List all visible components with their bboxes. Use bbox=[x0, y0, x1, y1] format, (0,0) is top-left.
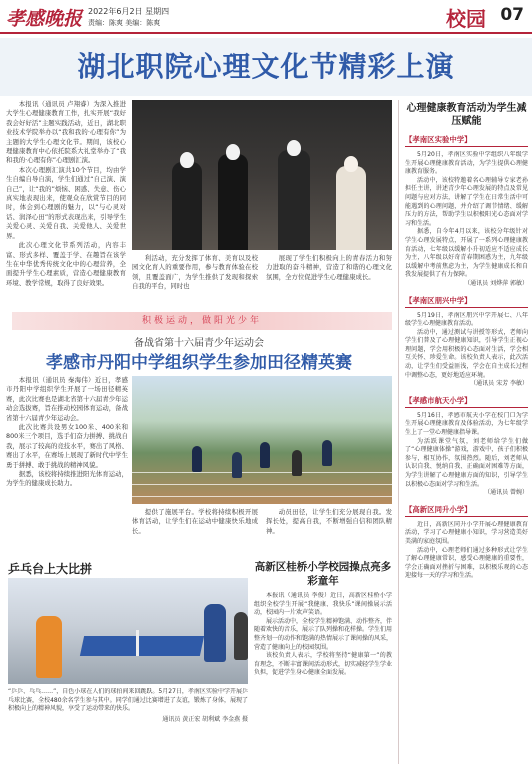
section-paragraph: 活动中，通过测试与讲授等形式，老师向学生们普及了心理健康知识，引导学生正视心理问题，学会用积极的心态面对生活，学会相互关怀、珍爱生命。该校负责人表示，此次活动，让学生们受益匪浅，学会在自主成长过程中调整心态，更好地适应环境。 bbox=[405, 328, 528, 379]
rightcol-title: 心理健康教育活动为学生减压赋能 bbox=[406, 103, 527, 127]
byline: （通讯员 宋芳 李敏） bbox=[470, 380, 528, 388]
section-body bbox=[405, 521, 528, 581]
story2-bottom-col bbox=[132, 508, 258, 546]
story1-bottom-text: 利活动，充分发挥了体育、美育以及校园文化育人的重要作用，参与教育体验在校领，且覆盖面广，为学生推供了发现和探索自我的平台，同时也 bbox=[132, 254, 258, 291]
section-name: 校园 bbox=[446, 7, 486, 31]
story2-bottom-text: 动员田径，让学生们充分展现自我。发挥长处，提高自我，不断增强自信和团队精神。 bbox=[266, 508, 392, 535]
byline: （通讯员 曾婉） bbox=[484, 489, 528, 497]
section-body bbox=[405, 151, 528, 289]
story2-bottom-text: 提供了施展平台。学校将持续积极开展体育活动，让学生们在运动中健康快乐地成长。 bbox=[132, 508, 258, 535]
section-paragraph: 5月16日，孝感市航天小学在校门口为学生开展心理健康教育及体验活动，为七年级学生上了一堂心理健康指导课。 bbox=[405, 411, 528, 437]
section-paragraph: 5月20日，孝南区实验中学组织八年级学生开展心理健康教育活动，为学生提供心理健康教育服务。 bbox=[405, 151, 528, 176]
section-body bbox=[405, 412, 528, 498]
pingpong-caption bbox=[8, 688, 248, 764]
story1-paragraph: 本次心理剧汇演共10个节目，均由学生自编自导自演，学生们通过“自己演、演自己”，让“我的”烦恼、困惑、失意、伤心真实地表现出来，使观众在欣赏节目的同时，体会到心理剧的魅力，以“与心灵对话、润泽心田”的形式表现出来，引导学生关爱心灵、关爱自我、关爱他人、关爱世界。 bbox=[6, 165, 126, 240]
photo-byline: 通讯员 黄正宏 胡利斌 李金燕 摄 bbox=[162, 715, 248, 723]
story1-bottom-text: 展现了学生们积极向上的青春活力和努力进取的奋斗精神，营造了和谐的心理文化氛围，全方位促进学生心理健康成长。 bbox=[266, 254, 392, 281]
section-heading: 【高新区同升小学】 bbox=[405, 504, 528, 517]
pingpong-title: 乒乓台上大比拼 bbox=[8, 562, 93, 576]
section-paragraph: 5月19日，孝南区朋兴中学开展七、八年级学生心理健康教育活动。 bbox=[405, 311, 528, 328]
story1-paragraph: 此次心理文化节系列活动，内容丰富、形式多样、覆盖于学、在趣旨在该学生在中华优秀传统文化中的心理营养，全面提升学生心理素质，营造心理健康教育环境、教学常规，取得了良好效果。 bbox=[6, 241, 126, 287]
section-paragraph: 活动中，该校特邀着名心理辅导专家老孙担任主讲，讲述青少年心理发展的特点及常见问题与应对方法，讲解了学生在日常生活中可能遇到的心理问题，并介绍了调节情绪、缓解压力的方法，帮助学生以积极阳光心态面对学习和生活。 bbox=[405, 176, 528, 227]
section-paragraph: 为活跃课堂气氛，刘老师给学生们做了“心理健康体操”游戏，游戏中，孩子们积极参与，相互协作，氛围热烈。随后，刘老师从认识自我、悦纳自我、正确面对困难等方面，为学生讲解了心理健康方面的知识，引导学生以积极心态面对学习和生活。 bbox=[405, 437, 528, 488]
story2-bottom-col bbox=[266, 508, 392, 546]
masthead bbox=[0, 0, 532, 34]
story2-subhead: 备战省第十六届青少年运动会 bbox=[134, 338, 264, 349]
section-paragraph: 据悉，自今年4月以来，该校分年级针对学生心理发展特点，开展了一系列心理健康教育活动，七年级以缓解小升初适应不适应成长为主，八年级以好奇青春期困惑为主，九年级以缓解中考前焦虑为主，为学生健康成长和自我发展提供了有力保障。 bbox=[405, 228, 528, 279]
psychodrama-photo bbox=[132, 100, 392, 250]
sports-banner: 积极运动，做阳光少年 bbox=[12, 312, 392, 330]
story2-body bbox=[6, 376, 128, 546]
story4-headline: 高新区桂桥小学校园操点亮多彩童年 bbox=[254, 561, 392, 587]
track-race-photo bbox=[132, 376, 392, 504]
section-heading: 【孝南区实验中学】 bbox=[405, 134, 528, 147]
story2-paragraph: 据悉，该校将持续推进阳光体育运动，为学生的健康成长助力。 bbox=[6, 470, 128, 488]
section-paragraph: 近日，高新区同升小学开展心理健康教育活动，学习了心理健康小知识，学习营造美好美满的家庭氛围。 bbox=[405, 520, 528, 545]
byline: （通讯员 刘烨萍 郭敏） bbox=[464, 279, 528, 287]
story2-headline: 孝感市丹阳中学组织学生参加田径精英赛 bbox=[46, 353, 352, 373]
story2-bottom bbox=[132, 508, 392, 546]
pingpong-photo bbox=[8, 578, 248, 684]
section-paragraph: 活动中，心理老师们通过多种形式让学生了解心理健康常识，感受心理健康的重要性，学会正确面对挫折与困难，以积极乐观的心态迎接每一天的学习和生活。 bbox=[405, 546, 528, 580]
story4-paragraph: 本报讯（通讯员 李俊）近日，高新区桂桥小学组织全校学生开展“我健康、我快乐”课间操展示活动，校园内一片欢声笑语。 bbox=[254, 592, 392, 617]
caption-text: “乒乒、乓乓……”，自色小球在人们的球拍间来回跳跃。5月27日，孝南区实验中学开展乒乓球比赛，全校480余名学生参与其中。同学们通过比赛增进了友谊，锻炼了身体，展现了积极向上的精神风貌，享受了运动带来的快乐。 bbox=[8, 688, 248, 713]
story1-bottom bbox=[132, 254, 392, 308]
right-column bbox=[398, 100, 528, 764]
newspaper-logo: 孝感晚报 bbox=[6, 8, 83, 30]
story1-bottom-col bbox=[266, 254, 392, 308]
section-body bbox=[405, 312, 528, 389]
story1-body bbox=[6, 100, 126, 308]
story4-body bbox=[254, 592, 392, 762]
editors-line: 责编：陈爽 美编：陈爽 bbox=[88, 19, 161, 27]
story1-paragraph: 本报讯（通讯员 卢翔睿）为深入推进大学生心理健康教育工作，扎实开展“我好我会好好活”主题实践活动，近日，湖北职业技术学院举办以“我和我的·心理有你”为主题的大学生心理文化节。期间，该校心理健康教育中心依托院系大礼堂举办了“我和我的·心理有你”心理剧汇演。 bbox=[6, 100, 126, 165]
story4-paragraph: 展示活动中，全校学生精神饱满、动作整齐，伴随着欢快的音乐，展示了队列操和花样操。学生们用整齐划一的动作和饱满的热情展示了课间操的风采，营造了健康向上的校园氛围。 bbox=[254, 617, 392, 651]
story4-paragraph: 该校负责人表示，学校将坚持“健康第一”的教育理念，不断丰富课间活动形式，切实减轻学生学业负担，促进学生身心健康全面发展。 bbox=[254, 652, 392, 677]
section-heading: 【孝南区朋兴中学】 bbox=[405, 295, 528, 308]
story1-bottom-col bbox=[132, 254, 258, 308]
story1-headline: 湖北职院心理文化节精彩上演 bbox=[0, 38, 532, 96]
section-heading: 【孝感市航天小学】 bbox=[405, 395, 528, 408]
story2-paragraph: 此次比赛共设男女100米、400米和800米三个项目，选手们奋力拼搏、挑战自我，展示了较高的竞技水平，赛出了风格、赛出了水平，在赛场上展现了新时代中学生勇于拼搏、敢于挑战的精神风貌。 bbox=[6, 423, 128, 469]
page-number: 07 bbox=[500, 5, 524, 25]
story2-paragraph: 本报讯（通讯员 秦海伟）近日，孝感市丹阳中学组织学生开展了一场田径精英赛，此次比赛也是湖北省第十六届青少年运动会选拔赛，旨在推动校园体育运动，备战省第十六届青少年运动会。 bbox=[6, 376, 128, 422]
issue-date: 2022年6月2日 星期四 bbox=[88, 7, 170, 16]
